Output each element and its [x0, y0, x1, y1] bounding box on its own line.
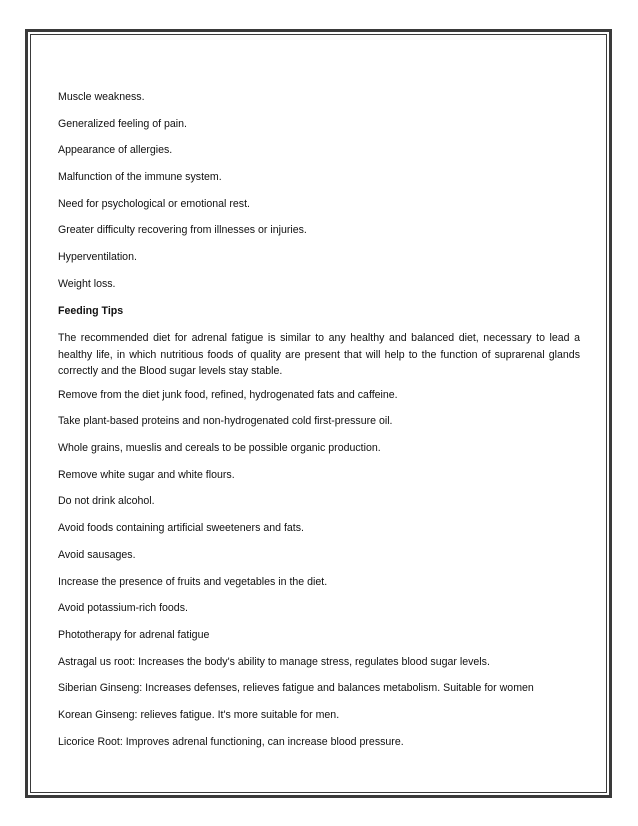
- remedy-line: Licorice Root: Improves adrenal functioning, can increase blood pressure.: [58, 735, 404, 748]
- symptom-line: Need for psychological or emotional rest.: [58, 197, 250, 210]
- tip-line: Take plant-based proteins and non-hydrogenated cold first-pressure oil.: [58, 415, 393, 428]
- symptom-line: Hyperventilation.: [58, 251, 137, 264]
- document-body: [58, 90, 580, 761]
- tip-line: Remove from the diet junk food, refined, hydrogenated fats and caffeine.: [58, 388, 398, 401]
- remedy-line: Astragal us root: Increases the body's ability to manage stress, regulates blood sugar levels.: [58, 655, 490, 668]
- tip-line: Avoid potassium-rich foods.: [58, 602, 188, 615]
- symptom-line: Generalized feeling of pain.: [58, 117, 187, 130]
- symptom-line: Weight loss.: [58, 277, 116, 290]
- tip-line: Increase the presence of fruits and vegetables in the diet.: [58, 575, 328, 588]
- tip-line: Do not drink alcohol.: [58, 495, 155, 508]
- body-paragraph: The recommended diet for adrenal fatigue is similar to any healthy and balanced diet, necessary to lead a healthy life, in which nutritious foods of quality are present that will help to the function of suprarenal glands correctly and the Blood sugar levels stay stable.: [58, 332, 580, 378]
- remedy-line: Siberian Ginseng: Increases defenses, relieves fatigue and balances metabolism. Suitable for women: [58, 682, 534, 695]
- symptom-line: Muscle weakness.: [58, 91, 145, 103]
- remedy-line: Korean Ginseng: relieves fatigue. It's more suitable for men.: [58, 708, 340, 721]
- symptom-line: Appearance of allergies.: [58, 144, 173, 157]
- section-heading: Feeding Tips: [58, 304, 124, 317]
- tip-line: Whole grains, mueslis and cereals to be possible organic production.: [58, 442, 381, 455]
- symptom-line: Greater difficulty recovering from illnesses or injuries.: [58, 224, 307, 237]
- symptom-line: Malfunction of the immune system.: [58, 171, 222, 184]
- tip-line: Avoid foods containing artificial sweeteners and fats.: [58, 522, 304, 535]
- subsection-line: Phototherapy for adrenal fatigue: [58, 628, 210, 641]
- tip-line: Remove white sugar and white flours.: [58, 468, 235, 481]
- tip-line: Avoid sausages.: [58, 548, 136, 561]
